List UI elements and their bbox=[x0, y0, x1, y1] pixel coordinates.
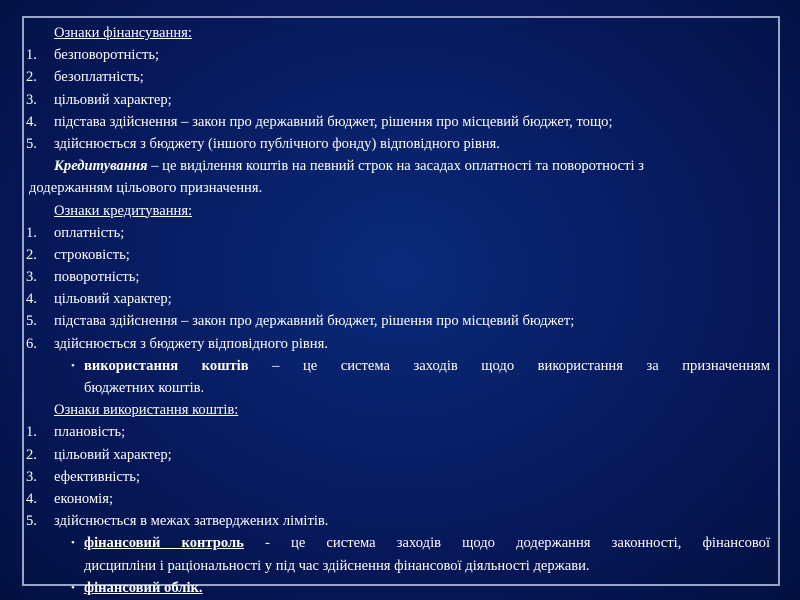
accounting-bullet bbox=[26, 577, 774, 599]
item-number: 5. bbox=[26, 513, 37, 530]
item-number: 5. bbox=[26, 135, 37, 152]
list-item bbox=[26, 444, 774, 466]
financing-heading: Ознаки фінансування: bbox=[54, 25, 192, 41]
control-bullet-text: - це система заходів щодо додержання законності, фінансової bbox=[243, 535, 771, 552]
crediting-definition-text: – це виділення коштів на певний строк на засадах оплатності та поворотності з bbox=[147, 158, 644, 175]
item-number: 2. bbox=[26, 446, 37, 463]
item-number: 1. bbox=[26, 424, 37, 441]
item-number: 3. bbox=[26, 468, 37, 485]
bullet-icon: • bbox=[71, 359, 75, 372]
item-number: 2. bbox=[26, 246, 37, 263]
list-item bbox=[26, 244, 774, 266]
control-bullet bbox=[26, 532, 774, 576]
bullet-icon: • bbox=[71, 581, 75, 594]
accounting-bullet-line bbox=[84, 577, 770, 599]
crediting-list bbox=[26, 222, 774, 355]
item-text: поворотність; bbox=[54, 269, 140, 286]
list-item bbox=[26, 288, 774, 310]
item-text: оплатність; bbox=[54, 224, 125, 241]
usage-heading: Ознаки використання коштів: bbox=[54, 402, 239, 419]
item-text: плановість; bbox=[54, 424, 126, 441]
item-text: здійснюється в межах затверджених лімітів. bbox=[54, 513, 329, 530]
list-item bbox=[26, 421, 774, 443]
list-item bbox=[26, 310, 774, 332]
item-text: безоплатність; bbox=[54, 69, 144, 86]
item-number: 2. bbox=[26, 69, 37, 86]
item-number: 1. bbox=[26, 224, 37, 241]
usage-bullet bbox=[26, 355, 774, 399]
list-item bbox=[26, 510, 774, 532]
list-item bbox=[26, 89, 774, 111]
financing-list bbox=[26, 44, 774, 155]
item-text: здійснюється з бюджету (іншого публічного фонду) відповідного рівня. bbox=[54, 135, 500, 152]
crediting-definition-continuation: додержанням цільового призначення. bbox=[29, 180, 263, 197]
usage-bullet-continuation: бюджетних коштів. bbox=[84, 380, 205, 396]
crediting-term: Кредитування bbox=[54, 158, 148, 175]
control-bullet-line bbox=[84, 532, 770, 554]
control-bullet-continuation: дисципліни і раціональності у під час здійснення фінансової діяльності держави. bbox=[84, 557, 590, 574]
item-number: 4. bbox=[26, 490, 37, 507]
bullet-icon: • bbox=[71, 537, 75, 550]
list-item bbox=[26, 488, 774, 510]
item-number: 4. bbox=[26, 113, 37, 130]
list-item bbox=[26, 333, 774, 355]
control-term: фінансовий контроль bbox=[84, 535, 244, 552]
item-text: строковість; bbox=[54, 246, 130, 263]
list-item bbox=[26, 111, 774, 133]
list-item bbox=[26, 44, 774, 66]
list-item bbox=[26, 66, 774, 88]
crediting-definition bbox=[26, 155, 774, 177]
accounting-term: фінансовий облік. bbox=[84, 579, 203, 596]
item-text: цільовий характер; bbox=[54, 446, 172, 463]
item-text: безповоротність; bbox=[54, 47, 160, 64]
item-text: здійснюється з бюджету відповідного рівня. bbox=[54, 335, 328, 352]
item-number: 1. bbox=[26, 47, 37, 64]
item-number: 4. bbox=[26, 291, 37, 308]
list-item bbox=[26, 466, 774, 488]
usage-term: використання коштів bbox=[84, 357, 249, 374]
item-text: підстава здійснення – закон про державний бюджет, рішення про місцевий бюджет; bbox=[54, 313, 575, 330]
list-item bbox=[26, 222, 774, 244]
list-item bbox=[26, 266, 774, 288]
item-text: економія; bbox=[54, 490, 114, 507]
item-text: підстава здійснення – закон про державний бюджет, рішення про місцевий бюджет, тощо; bbox=[54, 113, 613, 130]
item-text: цільовий характер; bbox=[54, 291, 172, 308]
item-number: 6. bbox=[26, 335, 37, 352]
item-number: 5. bbox=[26, 313, 37, 330]
usage-list bbox=[26, 421, 774, 532]
item-number: 3. bbox=[26, 269, 37, 286]
item-text: ефективність; bbox=[54, 468, 140, 485]
crediting-heading: Ознаки кредитування: bbox=[54, 202, 193, 219]
slide-content bbox=[26, 22, 774, 599]
item-text: цільовий характер; bbox=[54, 91, 172, 108]
usage-bullet-line bbox=[84, 355, 770, 377]
usage-bullet-text: – це система заходів щодо використання за призначенням bbox=[248, 357, 770, 374]
list-item bbox=[26, 133, 774, 155]
item-number: 3. bbox=[26, 91, 37, 108]
